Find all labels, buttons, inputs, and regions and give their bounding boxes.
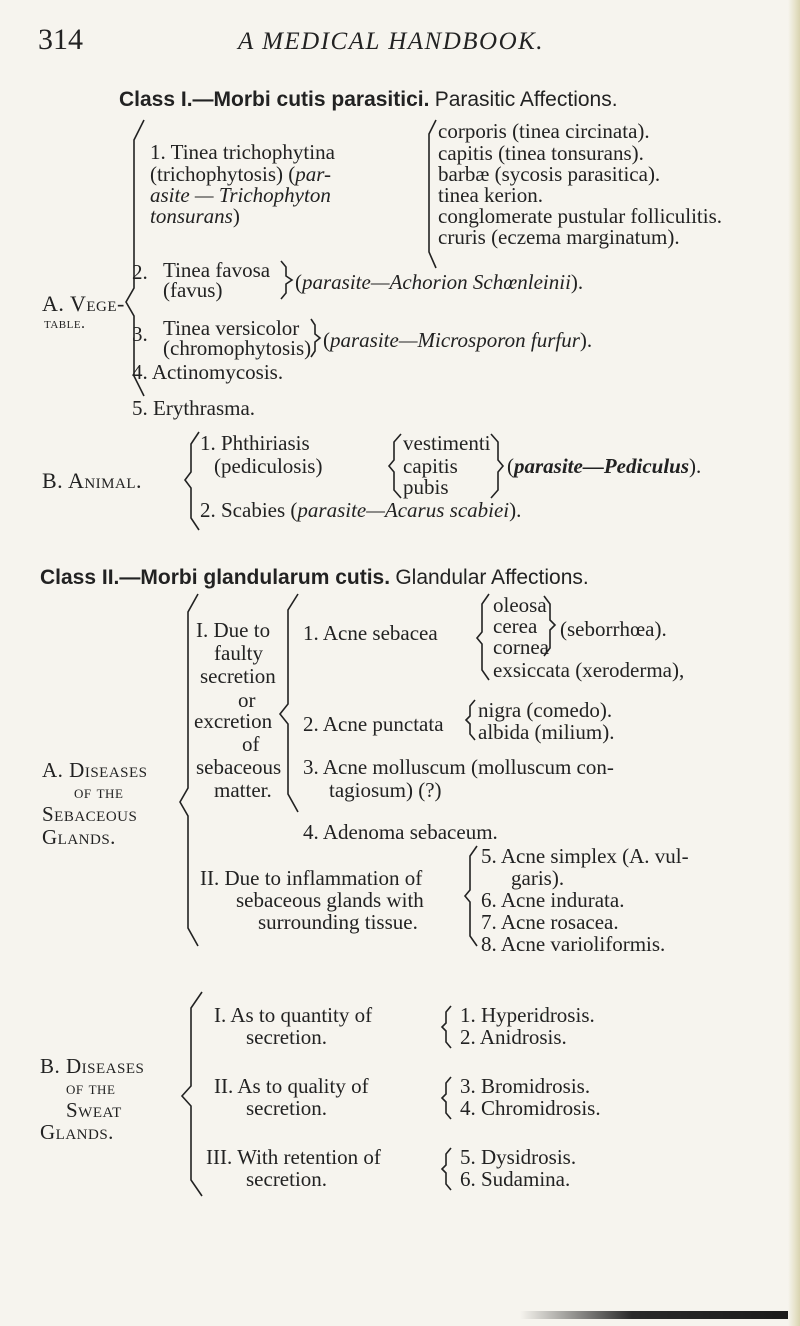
anidrosis: 2. Anidrosis. [460,1025,567,1049]
dysidrosis: 5. Dysidrosis. [460,1145,577,1169]
tinea-favosa-name: Tinea favosa [163,258,271,282]
punctata-brace [464,698,478,742]
sweat-label-1: B. Diseases [40,1054,145,1078]
punctata-sub-1: nigra (comedo). [478,698,613,722]
sebacea-exsiccata: exsiccata (xeroderma), [493,658,685,682]
punctata-sub-2: albida (milium). [478,720,615,744]
class1-latin: —Morbi cutis parasitici. [192,88,430,111]
acne-sebacea-brace [475,592,493,682]
acne-varioliformis: 8. Acne varioliformis. [481,932,666,956]
tinea-favosa-num: 2. [132,260,148,284]
phthiriasis-sub-3: pubis [403,475,449,499]
acne-simplex-line1: 5. Acne simplex (A. vul- [481,844,689,868]
acne-simplex-line2: garis). [511,866,565,890]
acne-molluscum-line1: 3. Acne molluscum (molluscum con- [303,755,614,779]
phthiriasis-line2: (pediculosis) [214,454,323,478]
bromidrosis: 3. Bromidrosis. [460,1074,591,1098]
phthiriasis-line1: 1. Phthiriasis [200,431,310,455]
acne-sebacea: 1. Acne sebacea [303,621,438,645]
tinea-versicolor-alt: (chromophytosis) [163,336,312,360]
trichophytina-sub-3: barbæ (sycosis parasitica). [438,162,661,186]
adenoma-sebaceum: 4. Adenoma sebaceum. [303,820,498,844]
trichophytina-sub-4: tinea kerion. [438,183,543,207]
group1-brace [278,592,304,814]
sebacea-sub-1: oleosa [493,593,547,617]
phthiriasis-close-brace [489,432,507,500]
sudamina: 6. Sudamina. [460,1167,571,1191]
group1-label-4: or [238,688,256,712]
erythrasma: 5. Erythrasma. [132,396,256,420]
group2-label-1: II. Due to inflammation of [200,866,423,890]
acne-molluscum-line2: tagiosum) (?) [329,778,442,802]
group2-label-2: sebaceous glands with [236,888,424,912]
tinea-favosa-alt: (favus) [163,278,223,302]
seborrhoea: (seborrhœa). [560,617,667,641]
sweat-row1-label-1: I. As to quantity of [214,1003,373,1027]
sebaceous-label-1: A. Diseases [42,758,148,782]
group1-label-5: excretion [194,709,273,733]
tinea-versicolor-name: Tinea versicolor [163,316,300,340]
group2-label-3: surrounding tissue. [258,910,418,934]
sweat-row2-label-1: II. As to quality of [214,1074,369,1098]
group1-label-8: matter. [214,778,272,802]
acne-rosacea: 7. Acne rosacea. [481,910,619,934]
group1-label-6: of [242,732,260,756]
group1-label-2: faulty [214,641,263,665]
tinea-trichophytina-line4: tonsurans) [150,204,240,228]
class2-heading [40,567,589,588]
versicolor-parasite: (parasite—Microsporon furfur). [323,328,593,352]
trichophytina-sub-5: conglomerate pustular folliculitis. [438,204,723,228]
sebaceous-label-4: Glands. [42,825,116,849]
vegetable-label-2: table. [44,315,86,332]
group1-label-3: secretion [200,664,276,688]
vegetable-label-1: A. Vege- [42,291,125,316]
favosa-brace [279,259,295,301]
class1-heading [119,89,618,110]
actinomycosis: 4. Actinomycosis. [132,360,284,384]
phthiriasis-sub-1: vestimenti [403,431,491,455]
sweat-row3-label-1: III. With retention of [206,1145,381,1169]
tinea-trichophytina-line2: (trichophytosis) (par- [150,162,331,186]
sweat-label-2: of the [66,1078,116,1098]
sweat-row3-brace [440,1146,454,1192]
class2-label: Class II. [40,566,120,589]
bottom-rule [520,1311,800,1319]
sweat-row1-label-2: secretion. [246,1025,328,1049]
favosa-parasite: (parasite—Achorion Schœnleinii). [295,270,584,294]
acne-indurata: 6. Acne indurata. [481,888,625,912]
animal-label: B. Animal. [42,468,143,493]
running-title: A MEDICAL HANDBOOK. [238,28,545,55]
chromidrosis: 4. Chromidrosis. [460,1096,601,1120]
sweat-label-3: Sweat [66,1098,122,1122]
sweat-row2-label-2: secretion. [246,1096,328,1120]
sebacea-sub-3: cornea [493,635,549,659]
scabies: 2. Scabies (parasite—Acarus scabiei). [200,498,522,522]
trichophytina-sub-1: corporis (tinea circinata). [438,119,650,143]
tinea-trichophytina-line1: 1. Tinea trichophytina [150,140,335,164]
tinea-trichophytina-line3: asite — Trichophyton [150,183,331,207]
sweat-row2-brace [440,1075,454,1121]
tinea-versicolor-num: 3. [132,322,148,346]
phthiriasis-parasite: (parasite—Pediculus). [507,454,702,478]
hyperidrosis: 1. Hyperidrosis. [460,1003,595,1027]
sebaceous-label-3: Sebaceous [42,802,138,826]
sebacea-sub-2: cerea [493,614,538,638]
class1-label: Class I. [119,88,193,111]
page-edge-shadow [788,0,800,1326]
versicolor-brace [309,317,323,359]
trichophytina-sub-2: capitis (tinea tonsurans). [438,141,644,165]
acne-punctata: 2. Acne punctata [303,712,444,736]
class1-english: Parasitic Affections. [434,88,618,111]
phthiriasis-sub-2: capitis [403,454,458,478]
group1-label-7: sebaceous [196,755,282,779]
seborrhoea-brace [542,594,558,658]
sebaceous-label-2: of the [74,782,124,802]
sweat-row1-brace [440,1004,454,1050]
group1-label-1: I. Due to [196,618,271,642]
class2-english: Glandular Affections. [395,566,589,589]
page-number: 314 [38,23,83,56]
trichophytina-sub-6: cruris (eczema marginatum). [438,225,680,249]
sweat-label-4: Glands. [40,1120,114,1144]
class2-latin: —Morbi glandularum cutis. [119,566,391,589]
sweat-row3-label-2: secretion. [246,1167,328,1191]
group2-brace [463,844,481,948]
